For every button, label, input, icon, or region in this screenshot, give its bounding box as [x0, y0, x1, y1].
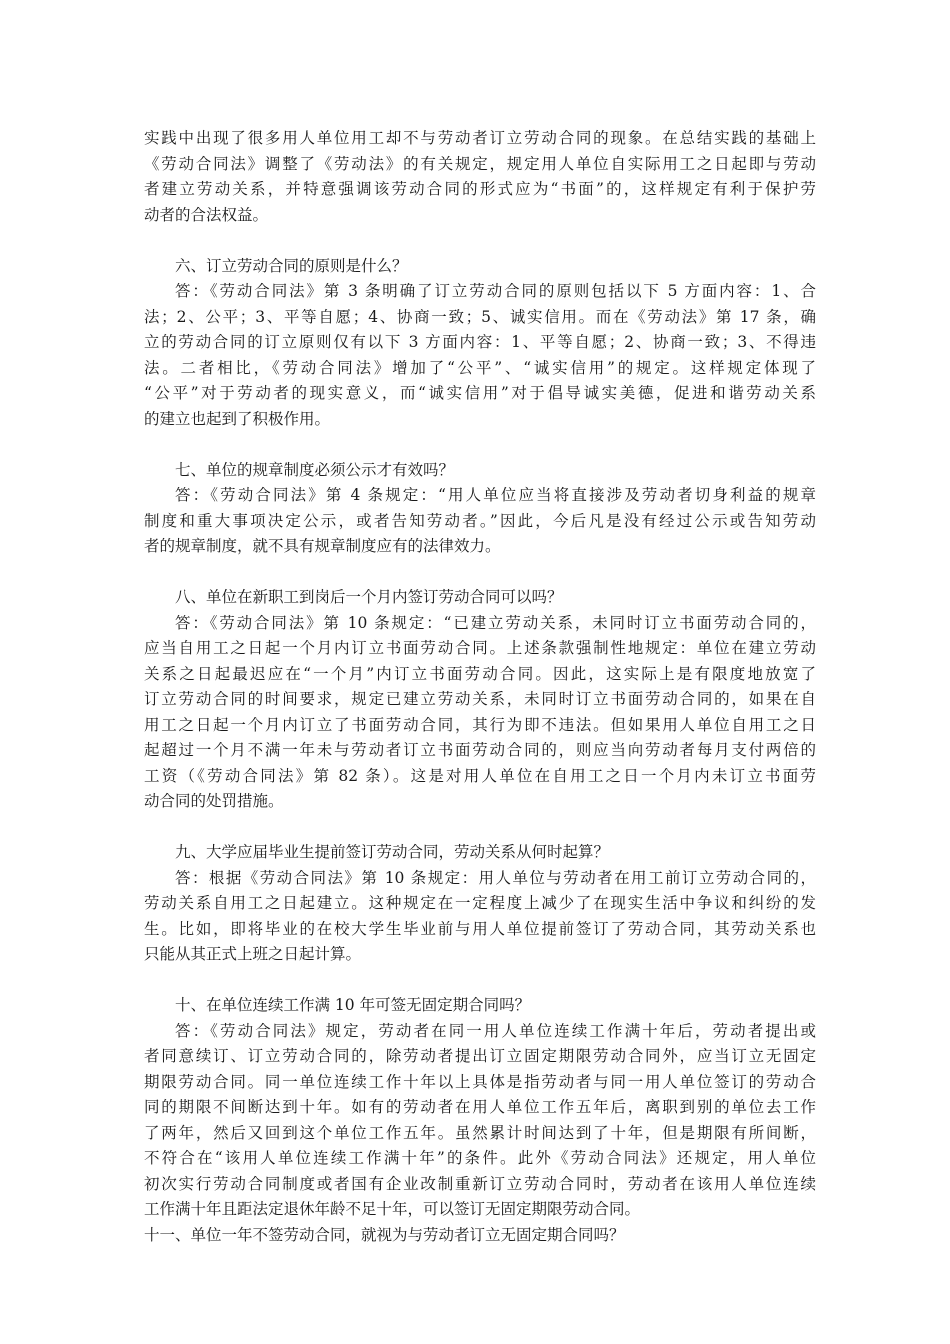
question-heading: [144, 993, 816, 1019]
paragraph-spacer: [144, 432, 816, 458]
answer-paragraph: [144, 126, 816, 228]
text-line: 实践中出现了很多用人单位用工却不与劳动者订立劳动合同的现象。在总结实践的基础上: [144, 129, 816, 147]
text-line: 十一、单位一年不签劳动合同，就视为与劳动者订立无固定期合同吗？: [144, 1225, 625, 1244]
text-line: 法。二者相比，《劳动合同法》增加了“公平”、“诚实信用”的规定。这样规定体现了: [144, 358, 816, 377]
text-line: 立的劳动合同的订立原则仅有以下 3 方面内容：1、平等自愿；2、协商一致；3、不得违: [144, 333, 816, 351]
text-line: 答：《劳动合同法》第 10 条规定：“已建立劳动关系，未同时订立书面劳动合同的，: [175, 613, 816, 632]
text-line: 者建立劳动关系，并特意强调该劳动合同的形式应为“书面”的，这样规定有利于保护劳: [144, 180, 816, 198]
text-line: 工作满十年且距法定退休年龄不足十年，可以签订无固定期限劳动合同。: [144, 1200, 641, 1218]
answer-paragraph: [144, 866, 816, 968]
text-line: 答：《劳动合同法》第 4 条规定：“用人单位应当将直接涉及劳动者切身利益的规章: [175, 486, 816, 504]
paragraph-spacer: [144, 815, 816, 841]
text-line: 期限劳动合同。同一单位连续工作十年以上具体是指劳动者与同一用人单位签订的劳动合: [144, 1072, 816, 1091]
text-line: 九、大学应届毕业生提前签订劳动合同，劳动关系从何时起算？: [175, 843, 610, 861]
paragraph-spacer: [144, 228, 816, 254]
question-heading: [144, 585, 816, 611]
text-line: 关系之日起最迟应在“一个月”内订立书面劳动合同。因此，这实际上是有限度地放宽了: [144, 664, 816, 683]
text-line: 同的期限不间断达到十年。如有的劳动者在用人单位工作五年后，离职到别的单位去工作: [144, 1098, 816, 1116]
text-line: 的建立也起到了积极作用。: [144, 409, 331, 428]
text-line: 者同意续订、订立劳动合同的，除劳动者提出订立固定期限劳动合同外，应当订立无固定: [144, 1047, 816, 1065]
question-heading: [144, 840, 816, 866]
question-heading: [144, 1223, 816, 1249]
text-line: 十、在单位连续工作满 10 年可签无固定期合同吗？: [175, 996, 531, 1014]
text-line: 只能从其正式上班之日起计算。: [144, 945, 362, 963]
text-line: 动合同的处罚措施。: [144, 792, 284, 810]
question-heading: [144, 458, 816, 484]
paragraph-spacer: [144, 560, 816, 586]
answer-paragraph: [144, 279, 816, 432]
text-line: 者的规章制度，就不具有规章制度应有的法律效力。: [144, 537, 501, 555]
answer-paragraph: [144, 1019, 816, 1223]
text-line: 不符合在“该用人单位连续工作满十年”的条件。此外《劳动合同法》还规定，用人单位: [144, 1149, 816, 1167]
document-page: [144, 126, 816, 1248]
text-line: 应当自用工之日起一个月内订立书面劳动合同。上述条款强制性地规定：单位在建立劳动: [144, 639, 816, 657]
text-line: “公平”对于劳动者的现实意义，而“诚实信用”对于倡导诚实美德，促进和谐劳动关系: [144, 384, 816, 402]
text-line: 答：《劳动合同法》规定，劳动者在同一用人单位连续工作满十年后，劳动者提出或: [175, 1021, 816, 1040]
text-line: 劳动关系自用工之日起建立。这种规定在一定程度上减少了在现实生活中争议和纠纷的发: [144, 894, 816, 912]
text-line: 六、订立劳动合同的原则是什么？: [175, 256, 408, 275]
text-line: 八、单位在新职工到岗后一个月内签订劳动合同可以吗？: [175, 588, 563, 606]
text-line: 初次实行劳动合同制度或者国有企业改制重新订立劳动合同时，劳动者在该用人单位连续: [144, 1174, 816, 1193]
question-heading: [144, 254, 816, 280]
answer-paragraph: [144, 483, 816, 560]
text-line: 起超过一个月不满一年未与劳动者订立书面劳动合同的，则应当向劳动者每月支付两倍的: [144, 741, 816, 759]
text-line: 答：根据《劳动合同法》第 10 条规定：用人单位与劳动者在用工前订立劳动合同的，: [175, 868, 816, 887]
text-line: 工资（《劳动合同法》第 82 条）。这是对用人单位在自用工之日一个月内未订立书面劳: [144, 766, 816, 785]
answer-paragraph: [144, 611, 816, 815]
text-line: 答：《劳动合同法》第 3 条明确了订立劳动合同的原则包括以下 5 方面内容：1、合: [175, 282, 816, 300]
text-line: 《劳动合同法》调整了《劳动法》的有关规定，规定用人单位自实际用工之日起即与劳动: [144, 154, 816, 173]
text-line: 法；2、公平；3、平等自愿；4、协商一致；5、诚实信用。而在《劳动法》第 17 条，确: [144, 307, 816, 326]
text-line: 制度和重大事项决定公示，或者告知劳动者。”因此，今后凡是没有经过公示或告知劳动: [144, 511, 816, 530]
paragraph-spacer: [144, 968, 816, 994]
text-line: 动者的合法权益。: [144, 205, 269, 224]
text-line: 了两年，然后又回到这个单位工作五年。虽然累计时间达到了十年，但是期限有所间断，: [144, 1123, 816, 1142]
text-line: 用工之日起一个月内订立了书面劳动合同，其行为即不违法。但如果用人单位自用工之日: [144, 715, 816, 734]
text-line: 订立劳动合同的时间要求，规定已建立劳动关系，未同时订立书面劳动合同的，如果在自: [144, 690, 816, 708]
text-line: 生。比如，即将毕业的在校大学生毕业前与用人单位提前签订了劳动合同，其劳动关系也: [144, 919, 816, 938]
text-line: 七、单位的规章制度必须公示才有效吗？: [175, 460, 455, 479]
